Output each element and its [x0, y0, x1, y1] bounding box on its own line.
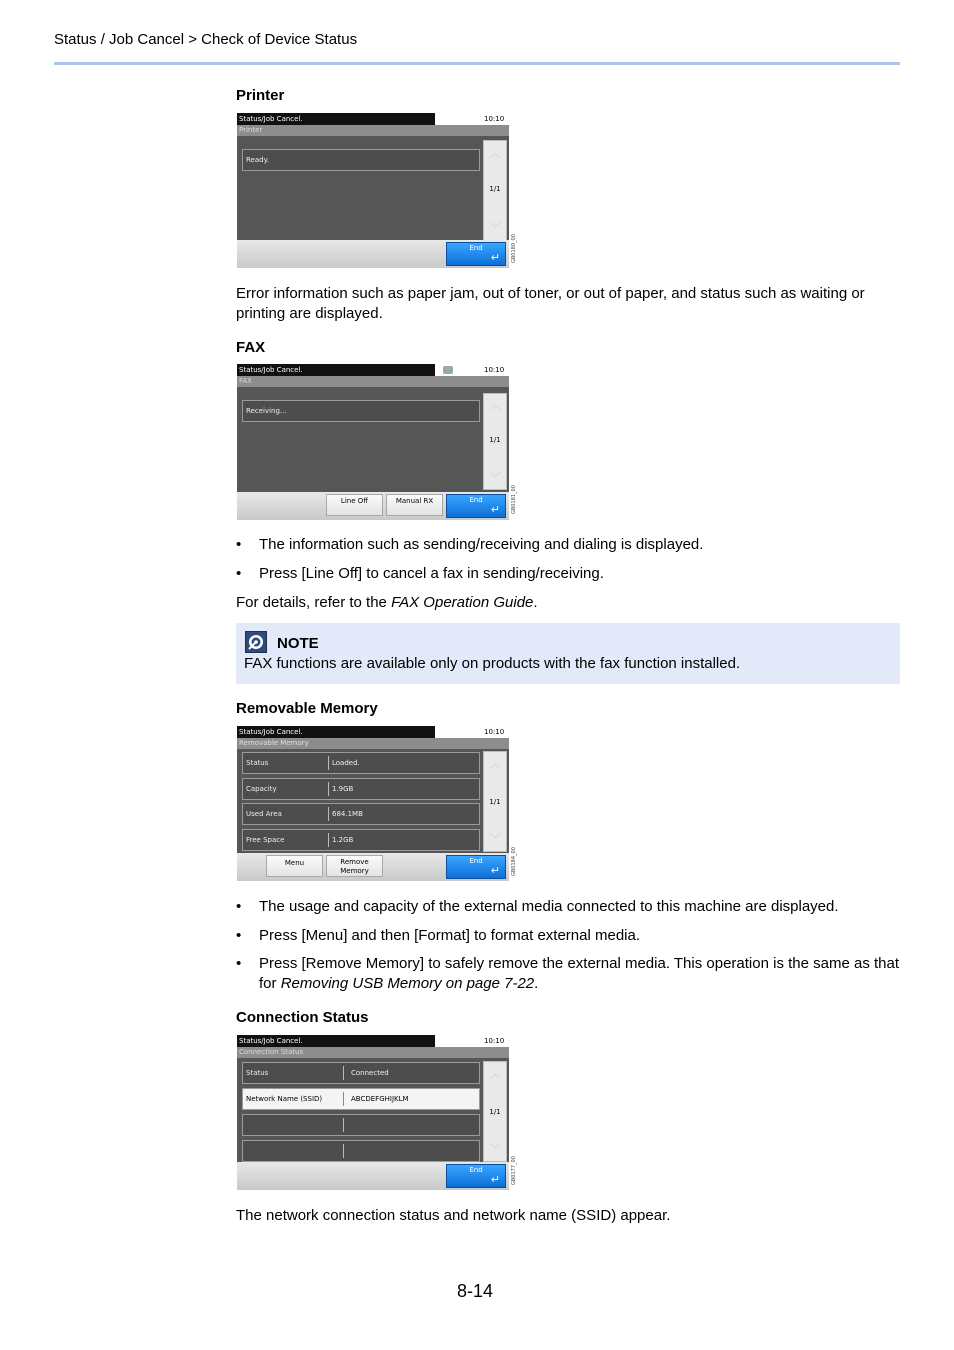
end-label: End: [469, 496, 483, 504]
row-value: 1.2GB: [332, 836, 354, 844]
screen-subtitle: Printer: [237, 125, 509, 136]
screen-tab[interactable]: Status/Job Cancel.: [237, 364, 435, 376]
screen-tab[interactable]: Status/Job Cancel.: [237, 113, 435, 125]
connection-status-screen: [237, 1035, 517, 1190]
end-button[interactable]: [446, 242, 506, 266]
scroll-down-icon[interactable]: ﹀: [488, 832, 501, 846]
line-off-button[interactable]: Line Off: [326, 494, 383, 516]
enter-icon: ↵: [490, 251, 500, 264]
fax-screen: [237, 364, 517, 520]
scroll-down-icon[interactable]: ﹀: [488, 471, 501, 485]
page-indicator: 1/1: [489, 436, 501, 444]
memory-row-used-area: [242, 803, 480, 825]
row-label: Free Space: [246, 836, 285, 844]
row-value: 1.9GB: [332, 785, 354, 793]
breadcrumb: Status / Job Cancel > Check of Device Status: [54, 31, 358, 48]
screen-clock: 10:10: [484, 1037, 505, 1045]
end-label: End: [469, 1166, 483, 1174]
section-title-fax: FAX: [236, 339, 266, 356]
screen-clock: 10:10: [484, 115, 505, 123]
memory-bullet-1: • The usage and capacity of the external media connected to this machine are displayed.: [236, 898, 839, 915]
bullet-text: Press [Line Off] to cancel a fax in sending/receiving.: [259, 565, 604, 582]
page-number: 8-14: [457, 1281, 494, 1301]
row-label: Used Area: [246, 810, 282, 818]
enter-icon: ↵: [490, 503, 500, 516]
scroll-up-icon[interactable]: ︿: [488, 146, 501, 160]
remove-memory-button[interactable]: [326, 855, 383, 877]
end-button[interactable]: [446, 855, 506, 879]
note-title: NOTE: [277, 635, 319, 652]
memory-bullet-2: • Press [Menu] and then [Format] to format external media.: [236, 927, 641, 944]
enter-icon: ↵: [490, 1173, 500, 1186]
scrollbar[interactable]: [483, 1061, 507, 1162]
memory-bullet-3: • Press [Remove Memory] to safely remove the external media. This operation is the same as that for Removing USB Memory on page 7-22.: [236, 955, 900, 992]
button-line-1: Remove: [340, 858, 369, 866]
section-title-connection-status: Connection Status: [236, 1009, 369, 1026]
page-indicator: 1/1: [489, 185, 501, 193]
image-code: GB0180_00: [511, 234, 517, 263]
image-code: GB0177_00: [511, 1156, 517, 1185]
note-text: FAX functions are available only on products with the fax function installed.: [244, 655, 741, 672]
scroll-up-icon[interactable]: ︿: [488, 757, 501, 771]
reference-prefix: For details, refer to the: [236, 594, 392, 611]
scrollbar[interactable]: [483, 393, 507, 490]
button-line-2: Memory: [340, 867, 369, 875]
bullet-suffix: .: [534, 974, 539, 992]
fax-status-field: Receiving...: [242, 400, 480, 422]
row-value: 684.1MB: [332, 810, 363, 818]
memory-row-capacity: [242, 778, 480, 800]
page-indicator: 1/1: [489, 1108, 501, 1116]
fax-reference: [236, 593, 900, 613]
menu-button[interactable]: Menu: [266, 855, 323, 877]
bullet-text: [259, 954, 900, 993]
section-title-removable-memory: Removable Memory: [236, 700, 378, 717]
scroll-down-icon[interactable]: ﹀: [488, 221, 501, 235]
scroll-down-icon[interactable]: ﹀: [488, 1142, 501, 1156]
printer-description: Error information such as paper jam, out of toner, or out of paper, and status such as waiting or printing are displayed.: [236, 285, 865, 322]
connection-row-empty: [242, 1114, 480, 1136]
bullet-prefix: Press [Remove Memory] to safely remove the external media. This operation is the same as that for: [259, 955, 900, 992]
screen-clock: 10:10: [484, 366, 505, 374]
screen-subtitle: Removable Memory: [237, 738, 509, 749]
scrollbar[interactable]: [483, 140, 507, 241]
connection-row-empty: [242, 1140, 480, 1162]
screen-bottom-bar: [237, 1162, 509, 1190]
row-value: ABCDEFGHIJKLM: [351, 1095, 409, 1103]
end-button[interactable]: [446, 494, 506, 518]
usb-memory-reference[interactable]: Removing USB Memory on page 7-22: [280, 974, 535, 992]
end-label: End: [469, 857, 483, 865]
screen-tab[interactable]: Status/Job Cancel.: [237, 726, 435, 738]
connection-row-status: [242, 1062, 480, 1084]
screen-tab[interactable]: Status/Job Cancel.: [237, 1035, 435, 1047]
scroll-up-icon[interactable]: ︿: [488, 1067, 501, 1081]
screen-bottom-bar: [237, 853, 509, 881]
image-code: GB0181_00: [511, 485, 517, 514]
end-button[interactable]: [446, 1164, 506, 1188]
fax-bullet-1: • The information such as sending/receiving and dialing is displayed.: [236, 536, 704, 553]
screen-clock: 10:10: [484, 728, 505, 736]
end-label: End: [469, 244, 483, 252]
reference-suffix: .: [533, 594, 538, 611]
row-label: Status: [246, 759, 269, 767]
image-code: GB0184_00: [511, 847, 517, 876]
row-value: Connected: [351, 1069, 389, 1077]
row-label: Network Name (SSID): [246, 1095, 323, 1103]
note-box: [236, 623, 900, 684]
memory-row-status: [242, 752, 480, 774]
page-indicator: 1/1: [489, 798, 501, 806]
bullet-text: The information such as sending/receiving and dialing is displayed.: [259, 536, 704, 553]
fax-icon: [443, 366, 453, 374]
screen-subtitle: FAX: [237, 376, 509, 387]
manual-rx-button[interactable]: Manual RX: [386, 494, 443, 516]
header-divider: [54, 62, 900, 65]
fax-bullet-2: • Press [Line Off] to cancel a fax in sending/receiving.: [236, 565, 604, 582]
scrollbar[interactable]: [483, 751, 507, 852]
fax-guide-reference: FAX Operation Guide: [391, 594, 534, 611]
row-label: Status: [246, 1069, 269, 1077]
enter-icon: ↵: [490, 864, 500, 877]
screen-subtitle: Connection Status: [237, 1047, 509, 1058]
screen-bottom-bar: [237, 240, 509, 268]
row-value: Loaded.: [332, 759, 360, 767]
scroll-up-icon[interactable]: ︿: [488, 398, 501, 412]
connection-description: The network connection status and network name (SSID) appear.: [236, 1207, 671, 1224]
memory-row-free-space: [242, 829, 480, 851]
section-title-printer: Printer: [236, 87, 285, 104]
connection-row-ssid: [242, 1088, 480, 1110]
screen-bottom-bar: [237, 492, 509, 520]
bullet-text: The usage and capacity of the external media connected to this machine are displayed.: [259, 898, 839, 915]
note-icon: [245, 631, 267, 653]
printer-status-field: Ready.: [242, 149, 480, 171]
row-label: Capacity: [246, 785, 277, 793]
bullet-text: Press [Menu] and then [Format] to format external media.: [259, 927, 641, 944]
printer-screen: [237, 113, 517, 268]
removable-memory-screen: [237, 726, 517, 881]
